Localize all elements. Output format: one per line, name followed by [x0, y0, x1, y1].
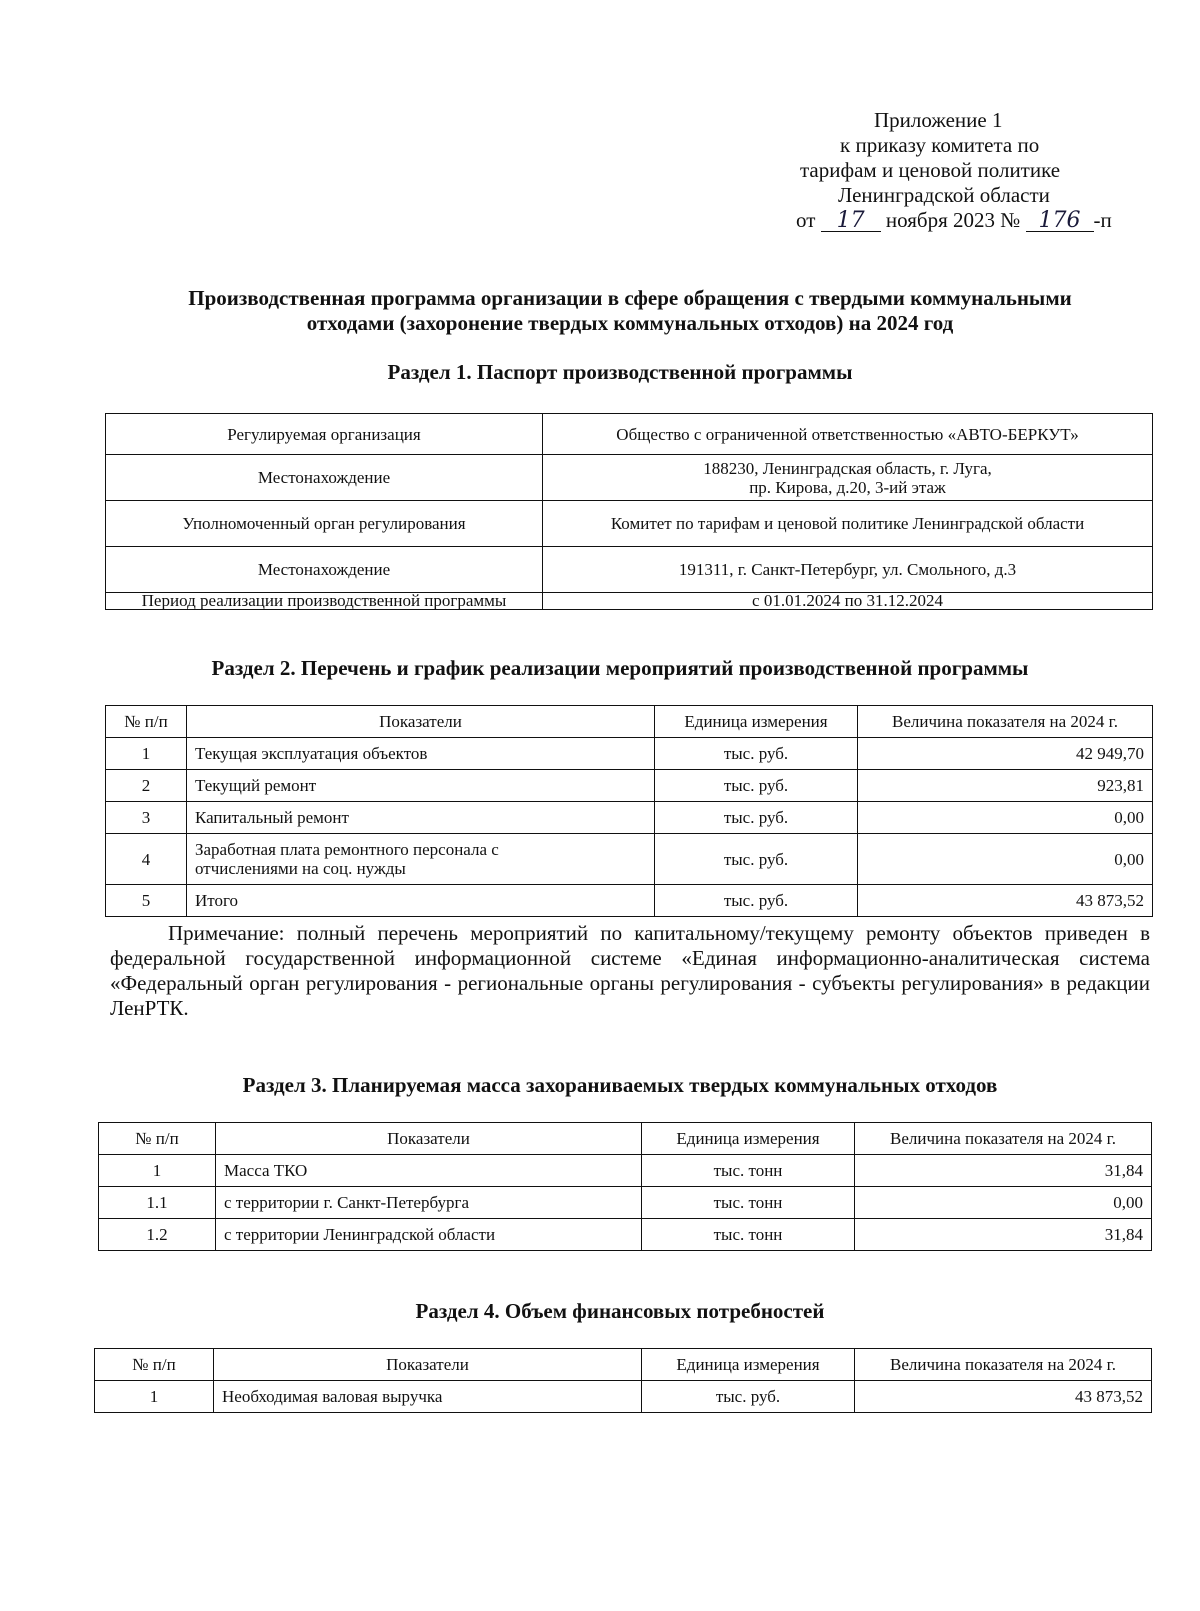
row-num: 4 [106, 834, 187, 885]
row-num: 1 [106, 738, 187, 770]
passport-value [543, 455, 1153, 501]
handwritten-order-number: 176 [1026, 211, 1094, 232]
row-unit: тыс. руб. [655, 885, 858, 917]
row-value: 0,00 [858, 834, 1153, 885]
header-value: Величина показателя на 2024 г. [858, 706, 1153, 738]
table-header-row [106, 706, 1153, 738]
header-num: № п/п [99, 1123, 216, 1155]
row-unit: тыс. руб. [655, 802, 858, 834]
row-value: 43 873,52 [858, 885, 1153, 917]
row-num: 1 [99, 1155, 216, 1187]
row-value: 31,84 [855, 1155, 1152, 1187]
passport-value: с 01.01.2024 по 31.12.2024 [543, 593, 1153, 610]
row-indicator: Капитальный ремонт [187, 802, 655, 834]
passport-label: Период реализации производственной программы [106, 593, 543, 610]
row-num: 1 [95, 1381, 214, 1413]
row-unit: тыс. тонн [642, 1187, 855, 1219]
row-indicator [187, 834, 655, 885]
header-indicator: Показатели [187, 706, 655, 738]
passport-label: Регулируемая организация [106, 414, 543, 455]
header-value: Величина показателя на 2024 г. [855, 1123, 1152, 1155]
row-value: 0,00 [858, 802, 1153, 834]
row-unit: тыс. руб. [655, 738, 858, 770]
title-line-1: Производственная программа организации в сфере обращения с твердыми коммунальными [188, 286, 1072, 310]
row-value: 43 873,52 [855, 1381, 1152, 1413]
passport-value: 191311, г. Санкт-Петербург, ул. Смольного, д.3 [543, 547, 1153, 593]
table-row [106, 802, 1153, 834]
waste-mass-table [98, 1122, 1152, 1251]
passport-label: Местонахождение [106, 547, 543, 593]
table-row [106, 501, 1153, 547]
table-header-row [95, 1349, 1152, 1381]
table-row [106, 834, 1153, 885]
header-unit: Единица измерения [642, 1349, 855, 1381]
table-row [99, 1187, 1152, 1219]
table-row [99, 1155, 1152, 1187]
header-indicator: Показатели [216, 1123, 642, 1155]
row-indicator: Текущий ремонт [187, 770, 655, 802]
table-row [95, 1381, 1152, 1413]
appendix-line-3: тарифам и ценовой политике [800, 158, 1061, 182]
table-row [106, 738, 1153, 770]
section-3-heading: Раздел 3. Планируемая масса захораниваемых твердых коммунальных отходов [242, 1073, 998, 1097]
document-title [110, 286, 1150, 336]
row-unit: тыс. тонн [642, 1155, 855, 1187]
row-unit: тыс. тонн [642, 1219, 855, 1251]
passport-value: Общество с ограниченной ответственностью «АВТО-БЕРКУТ» [543, 414, 1153, 455]
row-indicator: Текущая эксплуатация объектов [187, 738, 655, 770]
table-row [106, 455, 1153, 501]
appendix-date-line [720, 208, 1170, 233]
row-num: 3 [106, 802, 187, 834]
row-unit: тыс. руб. [642, 1381, 855, 1413]
header-indicator: Показатели [214, 1349, 642, 1381]
section-1-heading: Раздел 1. Паспорт производственной программы [387, 360, 853, 384]
row-num: 1.1 [99, 1187, 216, 1219]
table-row [106, 885, 1153, 917]
row-unit: тыс. руб. [655, 834, 858, 885]
row-indicator: с территории г. Санкт-Петербурга [216, 1187, 642, 1219]
date-month-year: ноября 2023 № [885, 208, 1021, 232]
section-2-note: Примечание: полный перечень мероприятий по капитальному/текущему ремонту объектов приведен в федеральной государственной информационной системе «Единая информационно-аналитическая система «Федеральный орган регулирования - региональные органы регулирования - субъекты регулирования» в редакции ЛенРТК. [110, 921, 1150, 1020]
header-num: № п/п [95, 1349, 214, 1381]
financial-needs-table [94, 1348, 1152, 1413]
table-row [106, 593, 1153, 610]
header-unit: Единица измерения [655, 706, 858, 738]
appendix-line-4: Ленинградской области [838, 183, 1050, 207]
passport-label: Местонахождение [106, 455, 543, 501]
row-indicator: Необходимая валовая выручка [214, 1381, 642, 1413]
passport-label: Уполномоченный орган регулирования [106, 501, 543, 547]
row-num: 1.2 [99, 1219, 216, 1251]
indicator-line-2: отчислениями на соц. нужды [195, 859, 406, 878]
title-line-2: отходами (захоронение твердых коммунальных отходов) на 2024 год [306, 311, 954, 335]
activities-table [105, 705, 1153, 917]
header-unit: Единица измерения [642, 1123, 855, 1155]
table-row [106, 414, 1153, 455]
appendix-header [720, 108, 1170, 233]
appendix-line-1: Приложение 1 [874, 108, 1003, 132]
row-num: 2 [106, 770, 187, 802]
appendix-line-2: к приказу комитета по [840, 133, 1040, 157]
row-indicator: Масса ТКО [216, 1155, 642, 1187]
address-line-1: 188230, Ленинградская область, г. Луга, [703, 458, 992, 478]
address-line-2: пр. Кирова, д.20, 3-ий этаж [749, 477, 946, 497]
handwritten-day: 17 [821, 211, 881, 232]
row-indicator: с территории Ленинградской области [216, 1219, 642, 1251]
header-num: № п/п [106, 706, 187, 738]
date-prefix: от [796, 208, 816, 232]
passport-value: Комитет по тарифам и ценовой политике Ленинградской области [543, 501, 1153, 547]
table-row [106, 770, 1153, 802]
passport-table [105, 413, 1153, 610]
section-4-heading: Раздел 4. Объем финансовых потребностей [415, 1299, 825, 1323]
row-value: 42 949,70 [858, 738, 1153, 770]
table-row [99, 1219, 1152, 1251]
row-value: 0,00 [855, 1187, 1152, 1219]
row-unit: тыс. руб. [655, 770, 858, 802]
section-2-heading: Раздел 2. Перечень и график реализации мероприятий производственной программы [211, 656, 1029, 680]
header-value: Величина показателя на 2024 г. [855, 1349, 1152, 1381]
indicator-line-1: Заработная плата ремонтного персонала с [195, 840, 499, 859]
table-row [106, 547, 1153, 593]
row-value: 31,84 [855, 1219, 1152, 1251]
row-indicator: Итого [187, 885, 655, 917]
order-suffix: -п [1093, 208, 1112, 232]
row-num: 5 [106, 885, 187, 917]
row-value: 923,81 [858, 770, 1153, 802]
table-header-row [99, 1123, 1152, 1155]
